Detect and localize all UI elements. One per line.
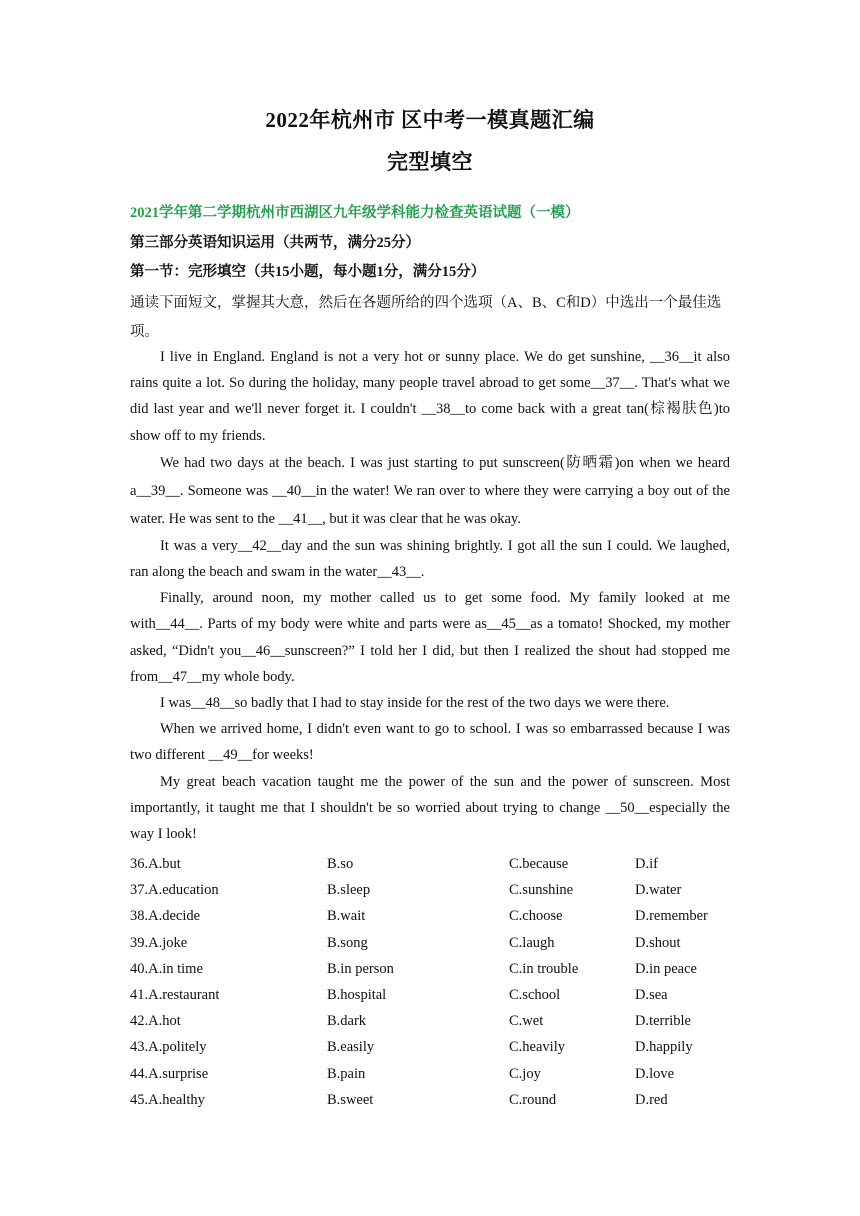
option-d: D.happily <box>635 1039 693 1056</box>
option-row <box>130 930 730 956</box>
option-c: C.round <box>509 1091 557 1108</box>
paragraph: When we arrived home, I didn't even want to go to school. I was so embarrassed because I was two different __49__for weeks! <box>130 721 730 764</box>
option-d: D.shout <box>635 934 681 951</box>
option-row <box>130 1087 730 1113</box>
option-d: D.water <box>635 882 682 899</box>
option-b: B.hospital <box>327 986 387 1003</box>
options-list <box>130 851 730 1113</box>
paragraph: I live in England. England is not a very hot or sunny place. We do get sunshine, __36__it also rains quite a lot. So during the holiday, many people travel abroad to get some__37__. That's what we did last year and we'll never forget it. I couldn't __38__to come back with a great tan(棕褐肤色)to show off to my friends. <box>130 349 730 444</box>
option-c: C.wet <box>509 1013 544 1030</box>
document-title: 2022年杭州市 区中考一模真题汇编 <box>265 108 595 132</box>
option-b: B.pain <box>327 1065 366 1082</box>
option-a: 42.A.hot <box>130 1013 181 1030</box>
option-c: C.heavily <box>509 1039 565 1056</box>
option-b: B.dark <box>327 1013 367 1030</box>
option-d: D.love <box>635 1065 675 1082</box>
option-d: D.terrible <box>635 1013 691 1030</box>
option-c: C.choose <box>509 908 563 925</box>
option-b: B.sleep <box>327 882 371 899</box>
option-d: D.red <box>635 1091 668 1108</box>
exam-heading: 2021学年第二学期杭州市西湖区九年级学科能力检查英语试题（一模） <box>130 205 580 221</box>
option-b: B.so <box>327 856 354 872</box>
option-a: 43.A.politely <box>130 1039 207 1056</box>
option-b: B.wait <box>327 908 366 925</box>
paragraph: My great beach vacation taught me the power of the sun and the power of sunscreen. Most importantly, it taught me that I shouldn't be so worried about trying to change __50__especially the way I look! <box>130 773 730 843</box>
option-a: 39.A.joke <box>130 934 188 951</box>
paragraph: It was a very__42__day and the sun was shining brightly. I got all the sun I could. We laughed, ran along the beach and swam in the water__43__. <box>130 537 730 581</box>
paragraph: I was__48__so badly that I had to stay inside for the rest of the two days we were there. <box>160 695 670 712</box>
option-row <box>130 903 730 929</box>
paragraph: Finally, around noon, my mother called us to get some food. My family looked at me with__44__. Parts of my body were white and parts were as__45__as a tomato! Shocked, my mother asked, “Didn't you__46__sunscreen?” I told her I did, but then I realized the shout had stopped me from__47__my whole body. <box>130 590 730 685</box>
option-row <box>130 1061 730 1087</box>
option-a: 44.A.surprise <box>130 1065 209 1082</box>
passage <box>130 344 730 847</box>
option-b: B.song <box>327 934 368 951</box>
option-row <box>130 956 730 982</box>
option-a: 37.A.education <box>130 882 219 899</box>
option-d: D.remember <box>635 908 708 925</box>
option-a: 40.A.in time <box>130 960 203 977</box>
option-c: C.in trouble <box>509 960 579 977</box>
option-c: C.sunshine <box>509 882 574 899</box>
option-c: C.laugh <box>509 934 555 951</box>
option-d: D.sea <box>635 986 668 1003</box>
option-a: 36.A.but <box>130 856 181 872</box>
section-heading: 第一节：完形填空（共15小题，每小题1分，满分15分） <box>130 264 486 280</box>
option-row <box>130 1008 730 1034</box>
option-d: D.if <box>635 856 658 872</box>
option-b: B.in person <box>327 960 394 977</box>
option-row <box>130 851 730 877</box>
document-subtitle: 完型填空 <box>387 150 473 174</box>
option-row <box>130 982 730 1008</box>
option-d: D.in peace <box>635 960 697 977</box>
option-c: C.because <box>509 856 569 872</box>
option-a: 41.A.restaurant <box>130 986 220 1003</box>
option-row <box>130 877 730 903</box>
option-a: 38.A.decide <box>130 908 201 925</box>
option-a: 45.A.healthy <box>130 1091 205 1108</box>
instructions: 通读下面短文，掌握其大意，然后在各题所给的四个选项（A、B、C和D）中选出一个最佳选项。 <box>130 295 722 340</box>
option-c: C.joy <box>509 1065 541 1082</box>
option-b: B.sweet <box>327 1091 374 1108</box>
option-b: B.easily <box>327 1039 375 1056</box>
option-row <box>130 1034 730 1060</box>
option-c: C.school <box>509 986 561 1003</box>
part-heading: 第三部分英语知识运用（共两节，满分25分） <box>130 235 420 251</box>
paragraph: We had two days at the beach. I was just starting to put sunscreen(防晒霜)on when we heard a__39__. Someone was __40__in the water! We ran over to where they were carrying a boy out of the water. He was sent to the __41__, but it was clear that he was okay. <box>130 454 730 527</box>
